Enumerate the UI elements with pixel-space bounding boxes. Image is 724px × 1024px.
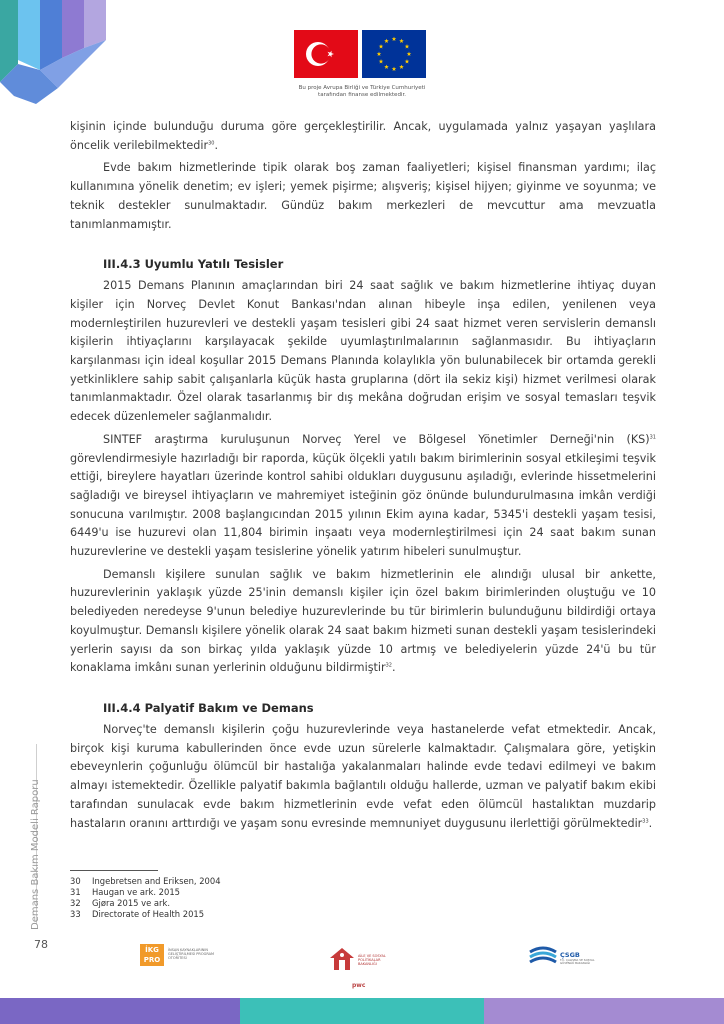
footnote-divider [70, 870, 158, 871]
footnote-ref-31[interactable]: 31 [649, 434, 656, 441]
footnote-ref-30[interactable]: 30 [208, 139, 215, 146]
report-title-vertical: Demans Bakım Modeli Raporu [30, 779, 41, 930]
funding-caption-line1: Bu proje Avrupa Birliği ve Türkiye Cumhuriyeti [298, 85, 426, 91]
main-content [70, 118, 656, 833]
pwc-logo: pwc [352, 982, 366, 989]
footnote-item: 31 Haugan ve ark. 2015 [70, 887, 180, 897]
bar-segment-lavender [484, 998, 724, 1024]
csgb-emblem-icon [528, 944, 558, 966]
paragraph-dementia-plan-2015: 2015 Demans Planının amaçlarından biri 24 saat sağlık ve bakım hizmetlerine ihtiyaç duyan kişiler için Norveç Devlet Konut Bankası'ndan alınan hibeyle inşa edilen, yenilenen veya modernleştirilen huzurevleri ve destekli yaşam tesisleri gibi 24 saat hizmet veren servislerin demanslı kişilerin ihtiyaçlarını karşılayacak şekilde uyumlaştırılmalarının sağlanmasıdır. Bu ihtiyaçların karşılanması için ideal koşullar 2015 Demans Planında kolaylıkla yön bulunabilecek bir ortamda gerekli yetkinliklere sahip sabit çalışanlarla küçük hasta gruplarına (dört ila sekiz kişi) hizmet verilmesi olarak tanımlanmaktadır. Özel olarak tasarlanmış bir dış mekâna doğrudan erişim ve sosyal temasları teşvik edecek düzenlemeler sağlanmalıdır. [70, 279, 656, 424]
paragraph-palliative-care: Norveç'te demanslı kişilerin çoğu huzurevlerinde veya hastanelerde vefat etmektedir. Ancak, birçok kişi kuruma kabullerinden önce evde uzun sürelerle kalmaktadır. Çalışmalara göre, yetişkin ebeveynlerin çoğunluğu ölümcül bir hastalığa yakalanmaları halinde evde tedavi edilmeyi ve bakım almayı istemektedir. Özellikle palyatif bakımla bağlantılı olduğu hallerde, uzman ve palyatif bakım ekibi tarafından sunulacak evde bakım hizmetlerinin evde vefat eden ölümcül hastalıktan muzdarip hastaların oranını arttırdığı ve yaşam sonu evresinde memnuniyet duygusunu ilerlettiği görülmektedir$^{33}$. [70, 722, 656, 830]
corner-decoration [0, 0, 110, 110]
funding-flags [294, 30, 430, 102]
csgb-logo-subtext: T.C. ÇALIŞMA VE SOSYAL GÜVENLİK BAKANLIĞI [560, 958, 595, 966]
funding-caption-line2: tarafından finanse edilmektedir. [318, 92, 406, 98]
family-ministry-logo [328, 942, 408, 998]
turkey-flag-icon [294, 30, 358, 78]
ikg-pro-logo [140, 944, 215, 966]
footnote-item: 32 Gjøra 2015 ve ark. [70, 898, 171, 908]
bottom-color-bar [0, 998, 724, 1024]
paragraph-home-care-services: Evde bakım hizmetlerinde tipik olarak boş zaman faaliyetleri; kişisel finansman yardımı; ilaç kullanımına yönelik denetim; ev işleri; yemek pişirme; alışveriş; kişisel hijyen; giyinme ve soyunma; ve teknik destekler sunulmaktadır. Gündüz bakım merkezleri de mevcuttur ama mevzuatla tanımlanmamıştır. [70, 161, 656, 231]
footnote-ref-32[interactable]: 32 [385, 662, 392, 669]
bar-segment-purple [0, 998, 240, 1024]
footnote-ref-33[interactable]: 33 [642, 817, 649, 824]
csgb-logo [528, 944, 598, 968]
ikg-pro-logo-mark: İKG PRO [140, 944, 164, 966]
funding-caption [294, 85, 430, 99]
paragraph-continuation: kişinin içinde bulunduğu duruma göre gerçekleştirilir. Ancak, uygulamada yalnız yaşayan yaşlılara öncelik verilebilmektedir$^{30}$. [70, 120, 656, 152]
ikg-pro-logo-text: İNSAN KAYNAKLARININ GELİŞTİRİLMESİ PROGRAM OTORİTESİ [168, 948, 215, 961]
bar-segment-teal [240, 998, 484, 1024]
footnote-item: 33 Directorate of Health 2015 [70, 909, 205, 919]
paragraph-national-survey: Demanslı kişilere sunulan sağlık ve bakım hizmetlerinin ele alındığı ulusal bir ankette, huzurevlerinin yaklaşık yüzde 25'inin demanslı kişiler için özel bakım birimlerinden oluştuğu ve 10 belediyeden neredeyse 9'unun belediye huzurevlerinde bu tür birimlerin bulunduğunu bildirdiği ortaya koyulmuştur. Demanslı kişilere yönelik olarak 24 saat bakım hizmeti sunan destekli yaşam tesislerindeki yerlerin sayısı da son birkaç yılda yaklaşık yüzde 10 artmış ve belediyelerin yüzde 24'ü bu tür konaklama imkânı sunan yerlerinin olduğunu bildirmiştir$^{32}$. [70, 567, 656, 675]
paragraph-sintef-report: SINTEF araştırma kuruluşunun Norveç Yerel ve Bölgesel Yönetimler Derneği'nin (KS)$^{31}$ görevlendirmesiyle hazırladığı bir raporda, küçük ölçekli yatılı bakım birimlerinin sosyal etkileşimi teşvik ettiği, bireylere hayatları üzerinde kontrol sahibi oldukları duygusunu aşıladığı, evlerinde hissetmelerini sağladığı ve bireysel ihtiyaçların ve mahremiyet isteğinin göz önünde bulundurulmasına imkân verdiği sonucuna varılmıştır. 2008 başlangıcından 2015 yılının Ekim ayına kadar, 5345'i destekli yaşam tesisi, 6449'u ise huzurevi olan 11,804 birimin inşaatı veya modernleştirilmesi için 24 saat bakım sunan huzurevlerine ve destekli yaşam tesislerine yönelik yatırım hibeleri sunulmuştur. [70, 432, 656, 559]
page-number: 78 [34, 938, 48, 951]
eu-flag-icon [362, 30, 426, 78]
section-heading-palliative-care: III.4.4 Palyatif Bakım ve Demans [103, 700, 314, 715]
footnotes-list [70, 876, 370, 920]
family-ministry-emblem-icon [328, 946, 356, 972]
family-ministry-logo-text: AİLE VE SOSYAL POLİTİKALAR BAKANLIĞI [358, 954, 386, 967]
csgb-logo-text: ÇSGB [560, 951, 580, 959]
section-heading-adapted-residential: III.4.3 Uyumlu Yatılı Tesisler [103, 257, 284, 272]
partner-logos [0, 938, 724, 998]
footnote-item: 30 Ingebretsen and Eriksen, 2004 [70, 876, 221, 886]
